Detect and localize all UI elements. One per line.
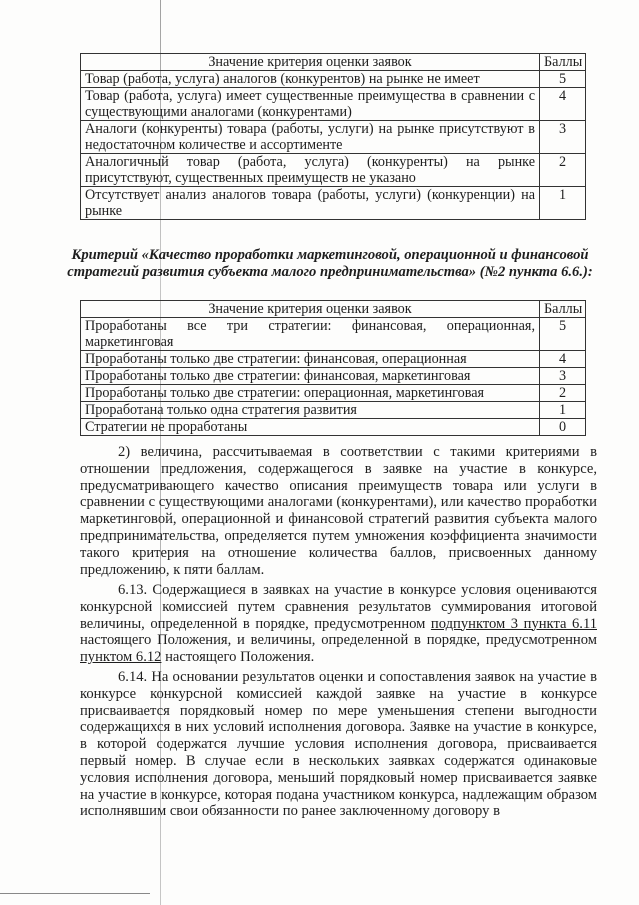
table-row (81, 154, 586, 187)
criteria-table-strategies (80, 300, 586, 436)
table-row (81, 351, 586, 368)
criterion-score: 0 (540, 419, 586, 436)
criterion-score: 5 (540, 71, 586, 88)
header-criterion-value: Значение критерия оценки заявок (81, 301, 540, 318)
criterion-heading: Критерий «Качество проработки маркетинговой, операционной и финансовой стратегий развития субъекта малого предпринимательства» (№2 пункта 6.6.): (67, 247, 593, 280)
criterion-score: 2 (540, 385, 586, 402)
criterion-text: Проработаны только две стратегии: финансовая, маркетинговая (81, 368, 540, 385)
paragraph-6-13 (80, 582, 597, 666)
criterion-text: Стратегии не проработаны (81, 419, 540, 436)
criterion-text: Проработана только одна стратегия развития (81, 402, 540, 419)
paragraph-text: настоящего Положения, и величины, определенной в порядке, предусмотренном (80, 632, 597, 649)
criterion-score: 5 (540, 318, 586, 351)
paragraph-6-14: 6.14. На основании результатов оценки и сопоставления заявок на участие в конкурсе конкурсной комиссией каждой заявке на участие в конкурсе присваивается порядковый номер по мере уменьшения степени выгодности содержащихся в них условий исполнения договора. Заявке на участие в конкурсе, в которой содержатся лучшие условия исполнения договора, присваивается первый номер. В случае если в нескольких заявках содержатся одинаковые условия исполнения договора, меньший порядковый номер присваивается заявке на участие в конкурсе, которая подана участником конкурса, надлежащим образом исполнявшим свои обязанности по ранее заключенному договору в (80, 669, 597, 820)
header-score: Баллы (540, 301, 586, 318)
reference-subclause-3-6-11[interactable]: подпунктом 3 пункта 6.11 (430, 615, 598, 632)
criterion-score: 3 (540, 368, 586, 385)
table-row (81, 368, 586, 385)
header-score: Баллы (540, 54, 586, 71)
criterion-text: Товар (работа, услуга) аналогов (конкурентов) на рынке не имеет (81, 71, 540, 88)
reference-clause-6-12[interactable]: пунктом 6.12 (80, 649, 162, 666)
criterion-text: Проработаны все три стратегии: финансовая, операционная, маркетинговая (81, 318, 540, 351)
paragraph-value-calculation: 2) величина, рассчитываемая в соответствии с такими критериями в отношении предложения, содержащегося в заявке на участие в конкурсе, предусматривающего качество описания преимуществ товара или услуги в сравнении с существующими аналогами (конкурентами), или качество проработки маркетинговой, операционной и финансовой стратегий развития субъекта малого предпринимательства, определяется путем умножения коэффициента значимости такого критерия на отношение количества баллов, присвоенных данному предложению, к пяти баллам. (80, 444, 597, 578)
criterion-score: 4 (540, 351, 586, 368)
criterion-text: Товар (работа, услуга) имеет существенные преимущества в сравнении с существующими аналогами (конкурентами) (81, 88, 540, 121)
paragraph-text: 6.13. Содержащиеся в заявках на участие в конкурсе условия оцениваются конкурсной комиссией путем сравнения результатов суммирования итоговой величины, определенной в порядке, предусмотренном (80, 582, 597, 632)
criteria-table-competitors (80, 53, 586, 220)
table-header-row (81, 54, 586, 71)
header-criterion-value: Значение критерия оценки заявок (81, 54, 540, 71)
table-row (81, 402, 586, 419)
criterion-text: Аналоги (конкуренты) товара (работы, услуги) на рынке присутствуют в недостаточном количестве и ассортименте (81, 121, 540, 154)
table-row (81, 318, 586, 351)
criterion-score: 2 (540, 154, 586, 187)
criterion-score: 1 (540, 187, 586, 220)
criterion-text: Проработаны только две стратегии: операционная, маркетинговая (81, 385, 540, 402)
table-header-row (81, 301, 586, 318)
criterion-text: Проработаны только две стратегии: финансовая, операционная (81, 351, 540, 368)
criterion-text: Отсутствует анализ аналогов товара (работы, услуги) (конкуренции) на рынке (81, 187, 540, 220)
table-row (81, 187, 586, 220)
criterion-score: 1 (540, 402, 586, 419)
criterion-score: 3 (540, 121, 586, 154)
table-row (81, 419, 586, 436)
criterion-score: 4 (540, 88, 586, 121)
paragraph-text: настоящего Положения. (161, 649, 315, 666)
table-row (81, 88, 586, 121)
footnote-rule (0, 893, 150, 894)
criterion-text: Аналогичный товар (работа, услуга) (конкуренты) на рынке присутствуют, существенных преимуществ не указано (81, 154, 540, 187)
table-row (81, 121, 586, 154)
table-row (81, 71, 586, 88)
table-row (81, 385, 586, 402)
